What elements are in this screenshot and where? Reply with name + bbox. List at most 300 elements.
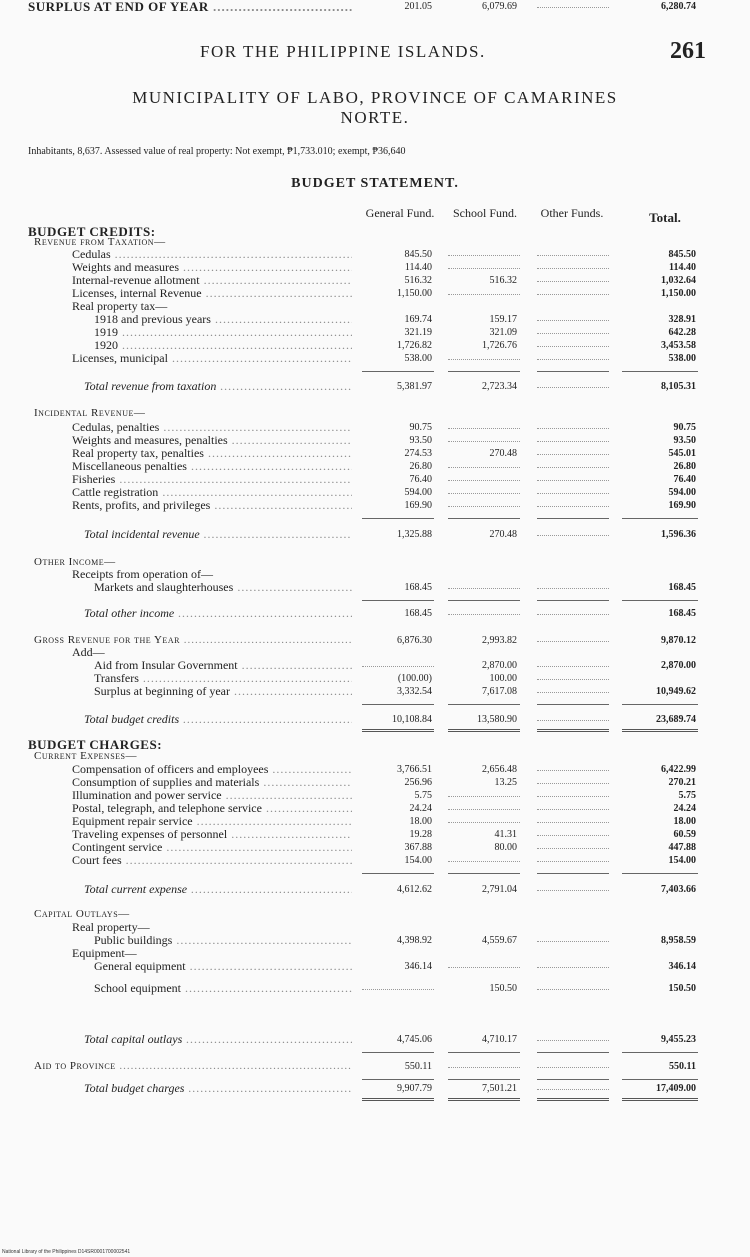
empty-cell-leader [537, 535, 609, 536]
sum-rule [622, 1052, 698, 1053]
sum-rule [448, 1052, 520, 1053]
general-fund-cell: 845.50 [404, 249, 432, 260]
empty-cell-leader [362, 666, 434, 667]
table-row [0, 883, 750, 897]
sum-rule [362, 704, 434, 705]
total-cell: 154.00 [668, 855, 696, 866]
sum-rule [537, 518, 609, 519]
sum-rule [362, 873, 434, 874]
row-label: Miscellaneous penalties ..... [72, 460, 352, 473]
general-fund-cell: 1,150.00 [397, 288, 432, 299]
sum-rule [537, 1079, 609, 1080]
column-header-total: Total. [649, 210, 681, 225]
sum-rule [622, 1079, 698, 1080]
general-fund-cell: 3,332.54 [397, 686, 432, 697]
row-label: Public buildings ..... [94, 934, 352, 947]
school-fund-cell: 270.48 [489, 448, 517, 459]
empty-cell-leader [448, 588, 520, 589]
row-label: Aid from Insular Government ..... [94, 659, 352, 672]
row-label: Surplus at beginning of year ..... [94, 685, 352, 698]
total-cell: 346.14 [668, 961, 696, 972]
empty-cell-leader [448, 809, 520, 810]
row-label: Real property tax, penalties ..... [72, 447, 352, 460]
sum-rule [362, 1079, 434, 1080]
table-row [0, 841, 750, 855]
table-row [0, 274, 750, 288]
empty-cell-leader [537, 890, 609, 891]
general-fund-cell: 3,766.51 [397, 764, 432, 775]
row-label: Aid to Province ..... [34, 1060, 352, 1073]
row-label: Illumination and power service ..... [72, 789, 352, 802]
empty-cell-leader [537, 783, 609, 784]
total-cell: 7,403.66 [661, 884, 696, 895]
total-cell: 538.00 [668, 353, 696, 364]
row-label: 1918 and previous years ..... [94, 313, 352, 326]
table-row [0, 828, 750, 842]
table-row [0, 248, 750, 262]
school-fund-cell: 1,726.76 [482, 340, 517, 351]
table-row [0, 815, 750, 829]
row-label: Receipts from operation of— [72, 568, 213, 581]
table-row [0, 947, 750, 961]
empty-cell-leader [537, 1067, 609, 1068]
table-row [0, 261, 750, 275]
sum-rule [362, 518, 434, 519]
inhabitants-line: Inhabitants, 8,637. Assessed value of real property: Not exempt, ₱1,733.010; exempt, ₱36,640 [28, 146, 406, 157]
table-row [0, 960, 750, 974]
general-fund-cell: (100.00) [397, 673, 432, 684]
school-fund-cell: 2,791.04 [482, 884, 517, 895]
table-row [0, 473, 750, 487]
sum-rule [622, 704, 698, 705]
school-fund-cell: 7,501.21 [482, 1083, 517, 1094]
general-fund-cell: 516.32 [404, 275, 432, 286]
running-head [0, 38, 750, 68]
total-cell: 328.91 [668, 314, 696, 325]
total-cell: 1,150.00 [661, 288, 696, 299]
general-fund-cell: 9,907.79 [397, 1083, 432, 1094]
total-cell: 60.59 [673, 829, 696, 840]
table-row [0, 908, 750, 922]
empty-cell-leader [537, 822, 609, 823]
general-fund-cell: 367.88 [404, 842, 432, 853]
double-rule [622, 1098, 698, 1101]
sum-rule [362, 1052, 434, 1053]
empty-cell-leader [537, 861, 609, 862]
row-label: Revenue from Taxation— [34, 236, 166, 248]
empty-cell-leader [448, 1067, 520, 1068]
empty-cell-leader [448, 614, 520, 615]
row-label: Gross Revenue for the Year ..... [34, 634, 352, 647]
double-rule [537, 729, 609, 732]
empty-cell-leader [448, 822, 520, 823]
empty-cell-leader [448, 441, 520, 442]
empty-cell-leader [537, 506, 609, 507]
empty-cell-leader [537, 692, 609, 693]
statement-title: BUDGET STATEMENT. [291, 176, 459, 191]
school-fund-cell: 41.31 [494, 829, 517, 840]
row-label: Total budget charges ..... [84, 1082, 352, 1095]
empty-cell-leader [537, 1089, 609, 1090]
row-label: Licenses, municipal ..... [72, 352, 352, 365]
empty-cell-leader [537, 255, 609, 256]
table-row [0, 713, 750, 727]
municipality-title-line-2: NORTE. [340, 108, 410, 127]
total-cell: 845.50 [668, 249, 696, 260]
total-cell: 447.88 [668, 842, 696, 853]
empty-cell-leader [537, 454, 609, 455]
empty-cell-leader [537, 493, 609, 494]
empty-cell-leader [448, 796, 520, 797]
table-row [0, 646, 750, 660]
row-label: 1919 ..... [94, 326, 352, 339]
empty-cell-leader [537, 281, 609, 282]
municipality-title [40, 88, 710, 128]
total-cell: 8,958.59 [661, 935, 696, 946]
row-label: Court fees ..... [72, 854, 352, 867]
total-cell: 642.28 [668, 327, 696, 338]
table-row [0, 776, 750, 790]
row-label: Compensation of officers and employees ..... [72, 763, 352, 776]
column-header-school-fund: School Fund. [452, 206, 517, 220]
general-fund-cell: 169.90 [404, 500, 432, 511]
general-fund-cell: 90.75 [409, 422, 432, 433]
sum-rule [448, 1079, 520, 1080]
empty-cell-leader [448, 467, 520, 468]
total-cell: 93.50 [673, 435, 696, 446]
general-fund-cell: 4,745.06 [397, 1034, 432, 1045]
row-label: School equipment ..... [94, 982, 352, 995]
table-row [0, 380, 750, 394]
row-label: Capital Outlays— [34, 908, 130, 920]
school-fund-cell: 2,723.34 [482, 381, 517, 392]
empty-cell-leader [448, 480, 520, 481]
table-row [0, 672, 750, 686]
row-label: Cedulas, penalties ..... [72, 421, 352, 434]
school-fund-cell: 2,656.48 [482, 764, 517, 775]
row-label: Traveling expenses of personnel ..... [72, 828, 352, 841]
general-fund-cell: 256.96 [404, 777, 432, 788]
row-label: Total capital outlays ..... [84, 1033, 352, 1046]
row-label: Consumption of supplies and materials ..... [72, 776, 352, 789]
general-fund-cell: 4,398.92 [397, 935, 432, 946]
empty-cell-leader [362, 989, 434, 990]
row-label: Total incidental revenue ..... [84, 528, 352, 541]
total-cell: 270.21 [668, 777, 696, 788]
school-fund-cell: 2,870.00 [482, 660, 517, 671]
general-fund-cell: 346.14 [404, 961, 432, 972]
empty-cell-leader [448, 255, 520, 256]
general-fund-cell: 114.40 [404, 262, 432, 273]
row-label: General equipment ..... [94, 960, 352, 973]
table-row [0, 1033, 750, 1047]
total-cell: 5.75 [678, 790, 696, 801]
total-cell: 1,032.64 [661, 275, 696, 286]
empty-cell-leader [537, 387, 609, 388]
total-cell: 26.80 [673, 461, 696, 472]
empty-cell-leader [537, 333, 609, 334]
school-fund-cell: 4,559.67 [482, 935, 517, 946]
total-cell: 8,105.31 [661, 381, 696, 392]
table-row [0, 528, 750, 542]
total-cell: 9,455.23 [661, 1034, 696, 1045]
row-label: SURPLUS AT END OF YEAR ..... [28, 0, 352, 13]
empty-cell-leader [448, 506, 520, 507]
row-label: Fisheries ..... [72, 473, 352, 486]
table-row [0, 313, 750, 327]
total-cell: 90.75 [673, 422, 696, 433]
row-label: BUDGET CHARGES: [28, 738, 163, 751]
sum-rule [537, 1052, 609, 1053]
row-label: Equipment— [72, 947, 137, 960]
school-fund-cell: 80.00 [494, 842, 517, 853]
total-cell: 1,596.36 [661, 529, 696, 540]
total-cell: 76.40 [673, 474, 696, 485]
row-label: Total revenue from taxation ..... [84, 380, 352, 393]
row-label: Cedulas ..... [72, 248, 352, 261]
sum-rule [537, 704, 609, 705]
empty-cell-leader [448, 268, 520, 269]
total-cell: 24.24 [673, 803, 696, 814]
total-cell: 10,949.62 [656, 686, 696, 697]
table-row [0, 460, 750, 474]
school-fund-cell: 150.50 [489, 983, 517, 994]
double-rule [362, 1098, 434, 1101]
row-label: Weights and measures, penalties ..... [72, 434, 352, 447]
general-fund-cell: 4,612.62 [397, 884, 432, 895]
row-label: Total other income ..... [84, 607, 352, 620]
general-fund-cell: 169.74 [404, 314, 432, 325]
general-fund-cell: 550.11 [404, 1061, 432, 1072]
general-fund-cell: 168.45 [404, 608, 432, 619]
empty-cell-leader [537, 268, 609, 269]
general-fund-cell: 24.24 [409, 803, 432, 814]
column-header-other-funds: Other Funds. [540, 206, 604, 220]
empty-cell-leader [537, 1040, 609, 1041]
table-row [0, 921, 750, 935]
general-fund-cell: 594.00 [404, 487, 432, 498]
table-row [0, 499, 750, 513]
empty-cell-leader [537, 294, 609, 295]
general-fund-cell: 6,876.30 [397, 635, 432, 646]
empty-cell-leader [448, 294, 520, 295]
total-cell: 545.01 [668, 448, 696, 459]
empty-cell-leader [537, 588, 609, 589]
school-fund-cell: 13,580.90 [477, 714, 517, 725]
empty-cell-leader [537, 441, 609, 442]
sum-rule [537, 371, 609, 372]
school-fund-cell: 6,079.69 [482, 1, 517, 12]
page-number: 261 [670, 38, 706, 64]
empty-cell-leader [448, 861, 520, 862]
table-row [0, 607, 750, 621]
row-label: Cattle registration ..... [72, 486, 352, 499]
sum-rule [448, 873, 520, 874]
table-row [0, 0, 750, 14]
table-row [0, 934, 750, 948]
table-row [0, 407, 750, 421]
table-row [0, 854, 750, 868]
total-cell: 18.00 [673, 816, 696, 827]
empty-cell-leader [537, 428, 609, 429]
school-fund-cell: 159.17 [489, 314, 517, 325]
row-label: Transfers ..... [94, 672, 352, 685]
empty-cell-leader [537, 346, 609, 347]
empty-cell-leader [537, 848, 609, 849]
school-fund-cell: 7,617.08 [482, 686, 517, 697]
row-label: Contingent service ..... [72, 841, 352, 854]
sum-rule [537, 873, 609, 874]
empty-cell-leader [537, 679, 609, 680]
sum-rule [622, 518, 698, 519]
empty-cell-leader [537, 359, 609, 360]
table-row [0, 421, 750, 435]
general-fund-cell: 1,325.88 [397, 529, 432, 540]
row-label: Licenses, internal Revenue ..... [72, 287, 352, 300]
empty-cell-leader [537, 666, 609, 667]
total-cell: 6,280.74 [661, 1, 696, 12]
empty-cell-leader [537, 480, 609, 481]
table-row [0, 447, 750, 461]
general-fund-cell: 538.00 [404, 353, 432, 364]
general-fund-cell: 274.53 [404, 448, 432, 459]
table-row [0, 434, 750, 448]
empty-cell-leader [537, 989, 609, 990]
empty-cell-leader [448, 493, 520, 494]
general-fund-cell: 154.00 [404, 855, 432, 866]
table-row [0, 763, 750, 777]
row-label: Add— [72, 646, 105, 659]
row-label: Markets and slaughterhouses ..... [94, 581, 352, 594]
table-row [0, 659, 750, 673]
school-fund-cell: 2,993.82 [482, 635, 517, 646]
table-row [0, 750, 750, 764]
empty-cell-leader [537, 967, 609, 968]
empty-cell-leader [537, 796, 609, 797]
empty-cell-leader [537, 7, 609, 8]
table-row [0, 287, 750, 301]
table-row [0, 789, 750, 803]
general-fund-cell: 19.28 [409, 829, 432, 840]
table-row [0, 1060, 750, 1074]
general-fund-cell: 26.80 [409, 461, 432, 472]
empty-cell-leader [537, 614, 609, 615]
double-rule [362, 729, 434, 732]
sum-rule [362, 371, 434, 372]
empty-cell-leader [537, 320, 609, 321]
sum-rule [622, 600, 698, 601]
row-label: 1920 ..... [94, 339, 352, 352]
total-cell: 2,870.00 [661, 660, 696, 671]
general-fund-cell: 1,726.82 [397, 340, 432, 351]
table-row [0, 300, 750, 314]
empty-cell-leader [537, 467, 609, 468]
general-fund-cell: 76.40 [409, 474, 432, 485]
total-cell: 168.45 [668, 582, 696, 593]
sum-rule [448, 600, 520, 601]
general-fund-cell: 93.50 [409, 435, 432, 446]
total-cell: 9,870.12 [661, 635, 696, 646]
table-row [0, 339, 750, 353]
school-fund-cell: 13.25 [494, 777, 517, 788]
sum-rule [448, 371, 520, 372]
general-fund-cell: 10,108.84 [392, 714, 432, 725]
table-row [0, 685, 750, 699]
row-label: Current Expenses— [34, 750, 137, 762]
row-label: Incidental Revenue— [34, 407, 146, 419]
empty-cell-leader [537, 941, 609, 942]
total-cell: 550.11 [669, 1061, 696, 1072]
empty-cell-leader [448, 428, 520, 429]
empty-cell-leader [537, 809, 609, 810]
running-title: FOR THE PHILIPPINE ISLANDS. [200, 42, 486, 61]
total-cell: 114.40 [669, 262, 696, 273]
row-label: Total budget credits ..... [84, 713, 352, 726]
general-fund-cell: 168.45 [404, 582, 432, 593]
total-cell: 6,422.99 [661, 764, 696, 775]
sum-rule [537, 600, 609, 601]
double-rule [537, 1098, 609, 1101]
row-label: Weights and measures ..... [72, 261, 352, 274]
table-row [0, 982, 750, 996]
empty-cell-leader [537, 835, 609, 836]
table-row [0, 486, 750, 500]
column-header-general-fund: General Fund. [365, 206, 435, 220]
school-fund-cell: 321.09 [489, 327, 517, 338]
row-label: Postal, telegraph, and telephone service ..... [72, 802, 352, 815]
general-fund-cell: 201.05 [404, 1, 432, 12]
empty-cell-leader [537, 720, 609, 721]
school-fund-cell: 270.48 [489, 529, 517, 540]
table-row [0, 802, 750, 816]
row-label: Rents, profits, and privileges ..... [72, 499, 352, 512]
row-label: Real property tax— [72, 300, 168, 313]
table-row [0, 1082, 750, 1096]
total-cell: 17,409.00 [656, 1083, 696, 1094]
table-row [0, 568, 750, 582]
row-label: Real property— [72, 921, 150, 934]
empty-cell-leader [448, 359, 520, 360]
row-label: BUDGET CREDITS: [28, 225, 156, 238]
row-label: Equipment repair service ..... [72, 815, 352, 828]
row-label: Internal-revenue allotment ..... [72, 274, 352, 287]
municipality-title-line-1: MUNICIPALITY OF LABO, PROVINCE OF CAMARINES [132, 88, 618, 107]
general-fund-cell: 5,381.97 [397, 381, 432, 392]
total-cell: 23,689.74 [656, 714, 696, 725]
total-cell: 169.90 [668, 500, 696, 511]
general-fund-cell: 18.00 [409, 816, 432, 827]
total-cell: 3,453.58 [661, 340, 696, 351]
school-fund-cell: 4,710.17 [482, 1034, 517, 1045]
table-row [0, 352, 750, 366]
total-cell: 594.00 [668, 487, 696, 498]
sum-rule [622, 873, 698, 874]
empty-cell-leader [537, 641, 609, 642]
library-footer-note: National Library of the Philippines D14SR0001700002541 [2, 1249, 131, 1255]
row-label: Total current expense ..... [84, 883, 352, 896]
double-rule [622, 729, 698, 732]
double-rule [448, 729, 520, 732]
row-label: Other Income— [34, 556, 116, 568]
sum-rule [448, 518, 520, 519]
general-fund-cell: 5.75 [414, 790, 432, 801]
sum-rule [448, 704, 520, 705]
empty-cell-leader [448, 967, 520, 968]
general-fund-cell: 321.19 [404, 327, 432, 338]
empty-cell-leader [537, 770, 609, 771]
total-cell: 150.50 [668, 983, 696, 994]
table-row [0, 581, 750, 595]
